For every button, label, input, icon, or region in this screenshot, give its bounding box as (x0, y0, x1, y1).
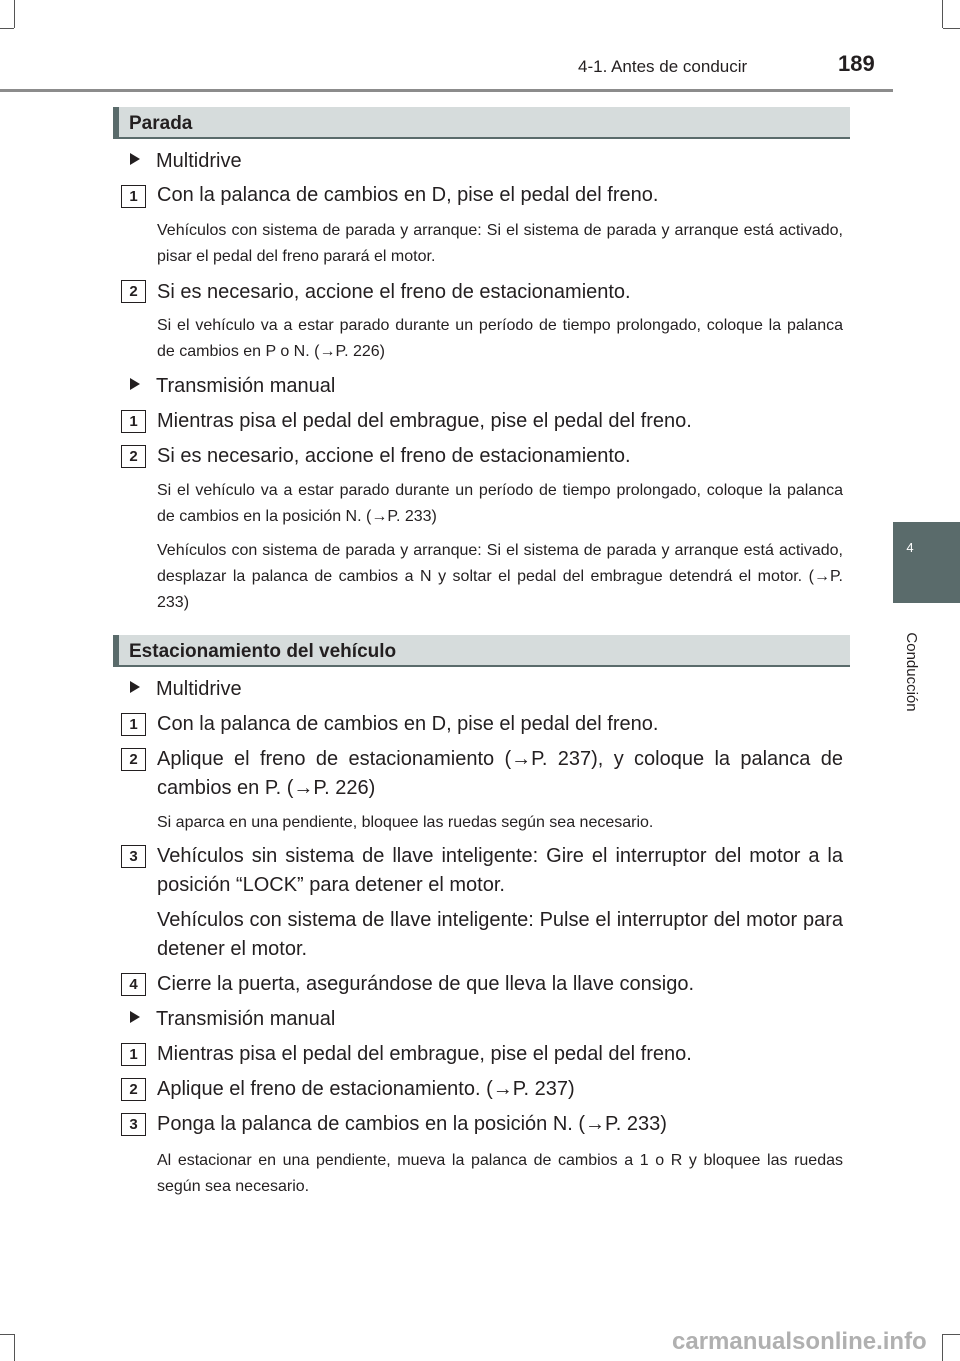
step-text: Mientras pisa el pedal del embrague, pise el pedal del freno. (157, 1043, 692, 1065)
header-rule (0, 89, 893, 92)
step-text: Aplique el freno de estacionamiento. (→P. 237) (157, 1078, 575, 1100)
crop-mark (943, 28, 960, 29)
step-text: Aplique el freno de estacionamiento (→P. 237), y coloque la palanca de cambios en P. (→P. 226) (157, 748, 843, 799)
watermark: carmanualsonline.info (672, 1328, 927, 1355)
step-note: Al estacionar en una pendiente, mueva la palanca de cambios a 1 o R y bloquee las ruedas según sea necesario. (157, 1152, 843, 1195)
page-number: 189 (838, 51, 875, 76)
step-note: Si el vehículo va a estar parado durante un período de tiempo prolongado, coloque la palanca de cambios en la posición N. (→P. 233) (157, 482, 843, 525)
crop-mark (0, 28, 14, 29)
step-number-badge: 4 (121, 973, 146, 996)
triangle-bullet-icon (130, 1011, 140, 1023)
chapter-tab-number: 4 (906, 540, 914, 555)
subsection-multidrive: Multidrive (130, 150, 242, 173)
step-number-badge: 2 (121, 445, 146, 468)
crop-mark (0, 1334, 14, 1335)
step-number-badge: 1 (121, 713, 146, 736)
step-number-badge: 1 (121, 410, 146, 433)
step-text: Mientras pisa el pedal del embrague, pise el pedal del freno. (157, 410, 692, 432)
step-text: Vehículos sin sistema de llave inteligente: Gire el interruptor del motor a la posición “LOCK” para detener el motor. (157, 845, 843, 896)
step-text: Ponga la palanca de cambios en la posición N. (→P. 233) (157, 1113, 667, 1135)
subsection-manual: Transmisión manual (130, 375, 335, 398)
step-note: Vehículos con sistema de parada y arranque: Si el sistema de parada y arranque está activado, desplazar la palanca de cambios a N y soltar el pedal del embrague detendrá el motor. (→P. 233) (157, 542, 843, 611)
triangle-bullet-icon (130, 378, 140, 390)
step-text: Cierre la puerta, asegurándose de que lleva la llave consigo. (157, 973, 695, 995)
chapter-tab-label: Conducción (903, 632, 921, 712)
step-number-badge: 3 (121, 1113, 146, 1136)
triangle-bullet-icon (130, 681, 140, 693)
step-text: Si es necesario, accione el freno de estacionamiento. (157, 445, 631, 467)
crop-mark (942, 0, 943, 28)
step-number-badge: 2 (121, 748, 146, 771)
section-header-estacionamiento (113, 635, 850, 667)
step-text: Con la palanca de cambios en D, pise el pedal del freno. (157, 184, 659, 206)
step-number-badge: 2 (121, 280, 146, 303)
step-text: Con la palanca de cambios en D, pise el pedal del freno. (157, 713, 659, 735)
triangle-bullet-icon (130, 153, 140, 165)
section-title: Parada (129, 113, 193, 134)
section-title: Estacionamiento del vehículo (129, 641, 397, 662)
step-number-badge: 3 (121, 845, 146, 868)
subsection-multidrive: Multidrive (130, 678, 242, 701)
crop-mark (942, 1334, 943, 1361)
step-note: Si el vehículo va a estar parado durante un período de tiempo prolongado, coloque la palanca de cambios en P o N. (→P. 226) (157, 317, 843, 360)
step-text: Si es necesario, accione el freno de estacionamiento. (157, 281, 631, 303)
step-number-badge: 2 (121, 1078, 146, 1101)
step-number-badge: 1 (121, 1043, 146, 1066)
step-note: Vehículos con sistema de parada y arranque: Si el sistema de parada y arranque está activado, pisar el pedal del freno parará el motor. (157, 222, 843, 265)
step-note: Si aparca en una pendiente, bloquee las ruedas según sea necesario. (157, 814, 654, 831)
step-text: Vehículos con sistema de llave inteligente: Pulse el interruptor del motor para detener el motor. (157, 909, 843, 960)
crop-mark (943, 1334, 960, 1335)
chapter-tab (893, 522, 960, 603)
section-header-parada (113, 107, 850, 139)
step-number-badge: 1 (121, 185, 146, 208)
subsection-manual: Transmisión manual (130, 1008, 335, 1031)
header-section-title: 4-1. Antes de conducir (578, 57, 748, 76)
crop-mark (14, 1334, 15, 1361)
crop-mark (14, 0, 15, 28)
